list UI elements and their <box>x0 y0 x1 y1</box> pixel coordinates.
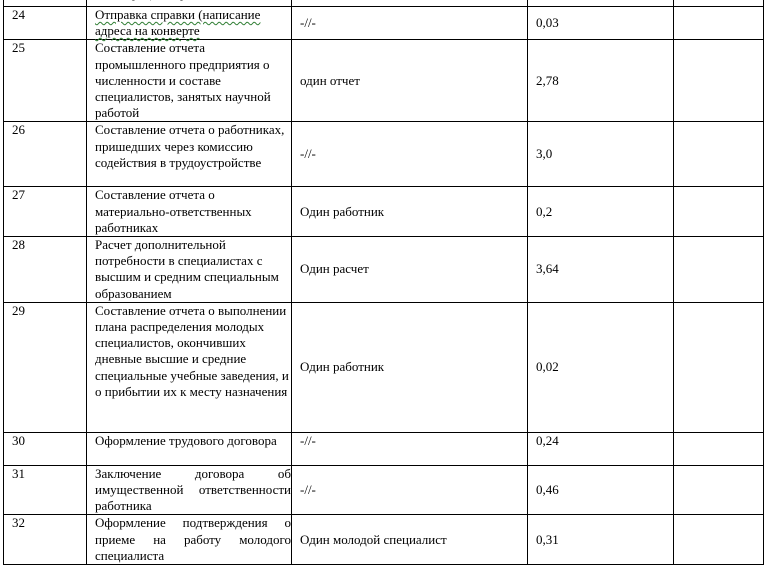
table-row <box>4 40 764 122</box>
table-row <box>4 187 764 237</box>
cell-num: 24 <box>4 7 87 40</box>
cell-extra <box>674 40 764 122</box>
cell-extra <box>674 7 764 40</box>
cell-unit: -//- <box>292 432 528 465</box>
cell-unit: Один молодой специалист <box>292 515 528 565</box>
cell-norm: 0,24 <box>528 432 674 465</box>
cell-extra <box>674 302 764 432</box>
cell-num: 28 <box>4 237 87 303</box>
cell-norm: 3,0 <box>528 122 674 187</box>
cell-num: 29 <box>4 302 87 432</box>
cell-unit: -//- <box>292 122 528 187</box>
cell-unit-text <box>300 0 316 1</box>
cell-work <box>87 7 292 40</box>
cell-num: 30 <box>4 432 87 465</box>
cell-work: Составление отчета о работниках, пришедших через комиссию содействия в трудоустройстве <box>87 122 292 187</box>
norms-table <box>3 0 764 565</box>
cell-unit: Один работник <box>292 187 528 237</box>
cell-norm: 0,03 <box>528 7 674 40</box>
cell-norm-text <box>536 0 559 1</box>
cell-work: Оформление трудового договора <box>87 432 292 465</box>
table-row <box>4 515 764 565</box>
cell-unit: Один работник <box>292 302 528 432</box>
table-row <box>4 465 764 515</box>
cell-num: 31 <box>4 465 87 515</box>
cell-work: Составление отчета о материально-ответственных работниках <box>87 187 292 237</box>
cell-work: Составление отчета промышленного предприятия о численности и составе специалистов, занятых научной работой <box>87 40 292 122</box>
cell-norm: 0,46 <box>528 465 674 515</box>
cell-work-text <box>95 0 212 1</box>
cell-extra <box>674 432 764 465</box>
cell-num: 25 <box>4 40 87 122</box>
cell-extra <box>674 465 764 515</box>
cell-norm: 0,02 <box>528 302 674 432</box>
table-row <box>4 237 764 303</box>
cell-num: 27 <box>4 187 87 237</box>
cell-norm: 3,64 <box>528 237 674 303</box>
table-row <box>4 7 764 40</box>
cell-norm: 2,78 <box>528 40 674 122</box>
cell-extra <box>674 187 764 237</box>
table-row <box>4 302 764 432</box>
cell-work: Оформление подтверждения о приеме на работу молодого специалиста <box>87 515 292 565</box>
cell-unit: -//- <box>292 465 528 515</box>
cell-unit: Один расчет <box>292 237 528 303</box>
cell-unit: один отчет <box>292 40 528 122</box>
cell-num: 32 <box>4 515 87 565</box>
cell-work: Составление отчета о выполнении плана распределения молодых специалистов, окончивших дневные высшие и средние специальные учебные заведения, и о прибытии их к месту назначения <box>87 302 292 432</box>
cell-work: Заключение договора об имущественной ответственности работника <box>87 465 292 515</box>
cell-norm: 0,31 <box>528 515 674 565</box>
cell-extra <box>674 237 764 303</box>
table-row <box>4 122 764 187</box>
cell-work: Расчет дополнительной потребности в специалистах с высшим и средним специальным образованием <box>87 237 292 303</box>
cell-work-text: Отправка справки (написание адреса на конверте <box>95 7 261 39</box>
table-row <box>4 432 764 465</box>
cell-unit: -//- <box>292 7 528 40</box>
cell-num: 26 <box>4 122 87 187</box>
cell-extra <box>674 122 764 187</box>
cell-norm: 0,2 <box>528 187 674 237</box>
cell-extra <box>674 515 764 565</box>
